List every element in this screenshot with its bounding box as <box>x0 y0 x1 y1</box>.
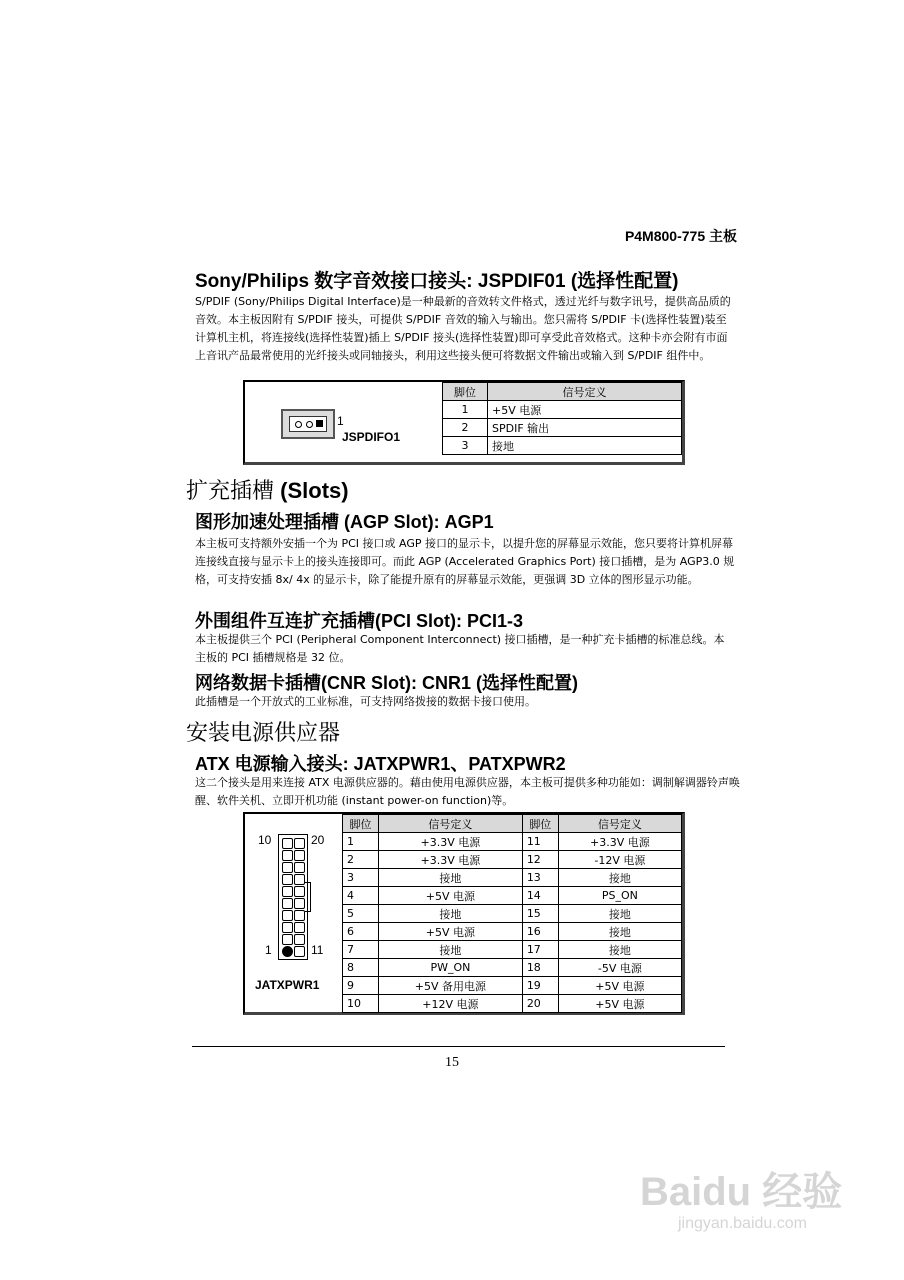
atx-col-pin-1: 脚位 <box>343 815 379 833</box>
def-cell: +5V 备用电源 <box>379 977 523 995</box>
atx-pin <box>294 886 305 897</box>
def-cell: +5V 电源 <box>558 977 681 995</box>
def-cell: SPDIF 输出 <box>488 419 682 437</box>
table-row <box>343 959 682 977</box>
atx-pin <box>294 934 305 945</box>
atx-pin <box>282 862 293 873</box>
atx-pin <box>282 850 293 861</box>
pin-cell: 15 <box>522 905 558 923</box>
spdif-pin-table <box>442 382 682 455</box>
def-cell: PW_ON <box>379 959 523 977</box>
slots-heading <box>186 474 349 505</box>
pin-cell: 19 <box>522 977 558 995</box>
pin-cell: 2 <box>343 851 379 869</box>
def-cell: 接地 <box>379 941 523 959</box>
spdif-title: Sony/Philips 数字音效接口接头: JSPDIF01 (选择性配置) <box>195 271 679 292</box>
def-cell: -5V 电源 <box>558 959 681 977</box>
table-row <box>343 995 682 1013</box>
atx-pin <box>294 850 305 861</box>
agp-title: 图形加速处理插槽 (AGP Slot): AGP1 <box>195 512 494 532</box>
atx-pin-table-box <box>243 812 685 1015</box>
def-cell: +5V 电源 <box>558 995 681 1013</box>
pin-cell: 20 <box>522 995 558 1013</box>
def-cell: 接地 <box>379 869 523 887</box>
pin-cell: 4 <box>343 887 379 905</box>
footer-rule <box>192 1046 725 1047</box>
atx-pin-table <box>342 814 682 1013</box>
table-row <box>443 419 682 437</box>
table-row <box>343 833 682 851</box>
def-cell: +12V 电源 <box>379 995 523 1013</box>
atx-pin <box>282 838 293 849</box>
pci-title: 外围组件互连扩充插槽(PCI Slot): PCI1-3 <box>195 611 524 631</box>
table-row <box>443 437 682 455</box>
spdif-connector-icon <box>281 409 335 439</box>
atx-pin <box>294 838 305 849</box>
atx-pin <box>282 898 293 909</box>
atx-pin <box>294 910 305 921</box>
table-row <box>343 869 682 887</box>
def-cell: +5V 电源 <box>379 887 523 905</box>
def-cell: 接地 <box>558 905 681 923</box>
table-row <box>343 923 682 941</box>
def-cell: 接地 <box>558 923 681 941</box>
atx-pin <box>282 922 293 933</box>
spdif-connector-label: JSPDIFO1 <box>342 430 401 444</box>
atx-paragraph: 这二个接头是用来连接 ATX 电源供应器的。藉由使用电源供应器，本主板可提供多种功能如：调制解调器铃声唤醒、软件关机、立即开机功能 (instant power-on function)等。 <box>195 776 740 807</box>
spdif-paragraph: S/PDIF (Sony/Philips Digital Interface)是一种最新的音效转文件格式，透过光纤与数字讯号，提供高品质的音效。本主板因附有 S/PDIF 接头，可提供 S/PDIF 音效的输入与输出。您只需将 S/PDIF 卡(选择性装置)装至计算机主机，将连接线(选择性装置)插上 S/PDIF 接头(选择性装置)即可享受此音效格式。这种卡亦会附有市面上音讯产品最常使用的光纤接头或同轴接头，利用这些接头便可将数据文件输出或输入到 S/PDIF 组件中。 <box>195 295 731 362</box>
pin-cell: 16 <box>522 923 558 941</box>
atx-pin <box>282 910 293 921</box>
pci-paragraph: 本主板提供三个 PCI (Peripheral Component Interconnect) 接口插槽，是一种扩充卡插槽的标准总线。本主板的 PCI 插槽规格是 32 位。 <box>195 633 725 664</box>
pin-cell: 6 <box>343 923 379 941</box>
table-row <box>343 887 682 905</box>
power-heading: 安装电源供应器 <box>186 720 341 745</box>
pin-cell: 7 <box>343 941 379 959</box>
slots-heading-en: (Slots) <box>280 478 349 503</box>
atx-pin <box>294 922 305 933</box>
def-cell: +3.3V 电源 <box>379 833 523 851</box>
atx-col-def-2: 信号定义 <box>558 815 681 833</box>
atx-pin <box>294 874 305 885</box>
atx-title: ATX 电源输入接头: JATXPWR1、PATXPWR2 <box>195 754 566 774</box>
pin-cell: 14 <box>522 887 558 905</box>
pin-cell: 17 <box>522 941 558 959</box>
watermark-url: jingyan.baidu.com <box>678 1215 807 1232</box>
pin-cell: 12 <box>522 851 558 869</box>
def-cell: +3.3V 电源 <box>379 851 523 869</box>
pin-cell: 3 <box>343 869 379 887</box>
atx-pin <box>282 874 293 885</box>
spdif-col-def: 信号定义 <box>488 383 682 401</box>
spdif-col-pin: 脚位 <box>443 383 488 401</box>
pin-cell: 10 <box>343 995 379 1013</box>
pin-cell: 13 <box>522 869 558 887</box>
def-cell: 接地 <box>558 869 681 887</box>
watermark-brand: Baidu 经验 <box>640 1170 843 1214</box>
def-cell: 接地 <box>488 437 682 455</box>
atx-pin <box>282 886 293 897</box>
atx-pin <box>294 898 305 909</box>
atx-connector-icon <box>278 834 308 960</box>
atx-pin-label-1: 1 <box>265 943 272 957</box>
pin-cell: 11 <box>522 833 558 851</box>
header-model: P4M800-775 主板 <box>624 228 737 244</box>
atx-pin <box>282 946 293 957</box>
atx-pin <box>294 946 305 957</box>
slots-heading-cn: 扩充插槽 <box>186 478 275 503</box>
cnr-paragraph: 此插槽是一个开放式的工业标准，可支持网络拨接的数据卡接口使用。 <box>195 695 536 708</box>
pin-cell: 1 <box>443 401 488 419</box>
table-row <box>343 977 682 995</box>
def-cell: +3.3V 电源 <box>558 833 681 851</box>
atx-pin-label-10: 10 <box>258 833 272 847</box>
pin-cell: 18 <box>522 959 558 977</box>
page-number: 15 <box>445 1055 459 1070</box>
atx-pin <box>282 934 293 945</box>
table-row <box>343 905 682 923</box>
def-cell: -12V 电源 <box>558 851 681 869</box>
pin-cell: 3 <box>443 437 488 455</box>
pin-cell: 8 <box>343 959 379 977</box>
spdif-pin-table-box <box>243 380 685 465</box>
atx-connector-label: JATXPWR1 <box>255 978 320 992</box>
table-row <box>343 851 682 869</box>
def-cell: 接地 <box>379 905 523 923</box>
def-cell: +5V 电源 <box>488 401 682 419</box>
spdif-pin1-mark: 1 <box>337 414 344 428</box>
atx-pin-label-20: 20 <box>311 833 325 847</box>
agp-paragraph: 本主板可支持额外安插一个为 PCI 接口或 AGP 接口的显示卡，以提升您的屏幕显示效能，您只要将计算机屏幕连接线直接与显示卡上的接头连接即可。而此 AGP (Accelerated Graphics Port) 接口插槽，是为 AGP3.0 规格，可支持安插 8x/ 4x 的显示卡，除了能提升原有的屏幕显示效能，更强调 3D 立体的图形显示功能。 <box>195 537 735 586</box>
def-cell: PS_ON <box>558 887 681 905</box>
pin-cell: 1 <box>343 833 379 851</box>
atx-pin-label-11: 11 <box>311 943 324 957</box>
pin-cell: 9 <box>343 977 379 995</box>
atx-pin <box>294 862 305 873</box>
atx-connector-latch <box>305 882 311 912</box>
atx-col-pin-2: 脚位 <box>522 815 558 833</box>
table-row <box>343 941 682 959</box>
def-cell: 接地 <box>558 941 681 959</box>
def-cell: +5V 电源 <box>379 923 523 941</box>
table-row <box>443 401 682 419</box>
pin-cell: 5 <box>343 905 379 923</box>
atx-col-def-1: 信号定义 <box>379 815 523 833</box>
cnr-title: 网络数据卡插槽(CNR Slot): CNR1 (选择性配置) <box>195 673 578 693</box>
pin-cell: 2 <box>443 419 488 437</box>
